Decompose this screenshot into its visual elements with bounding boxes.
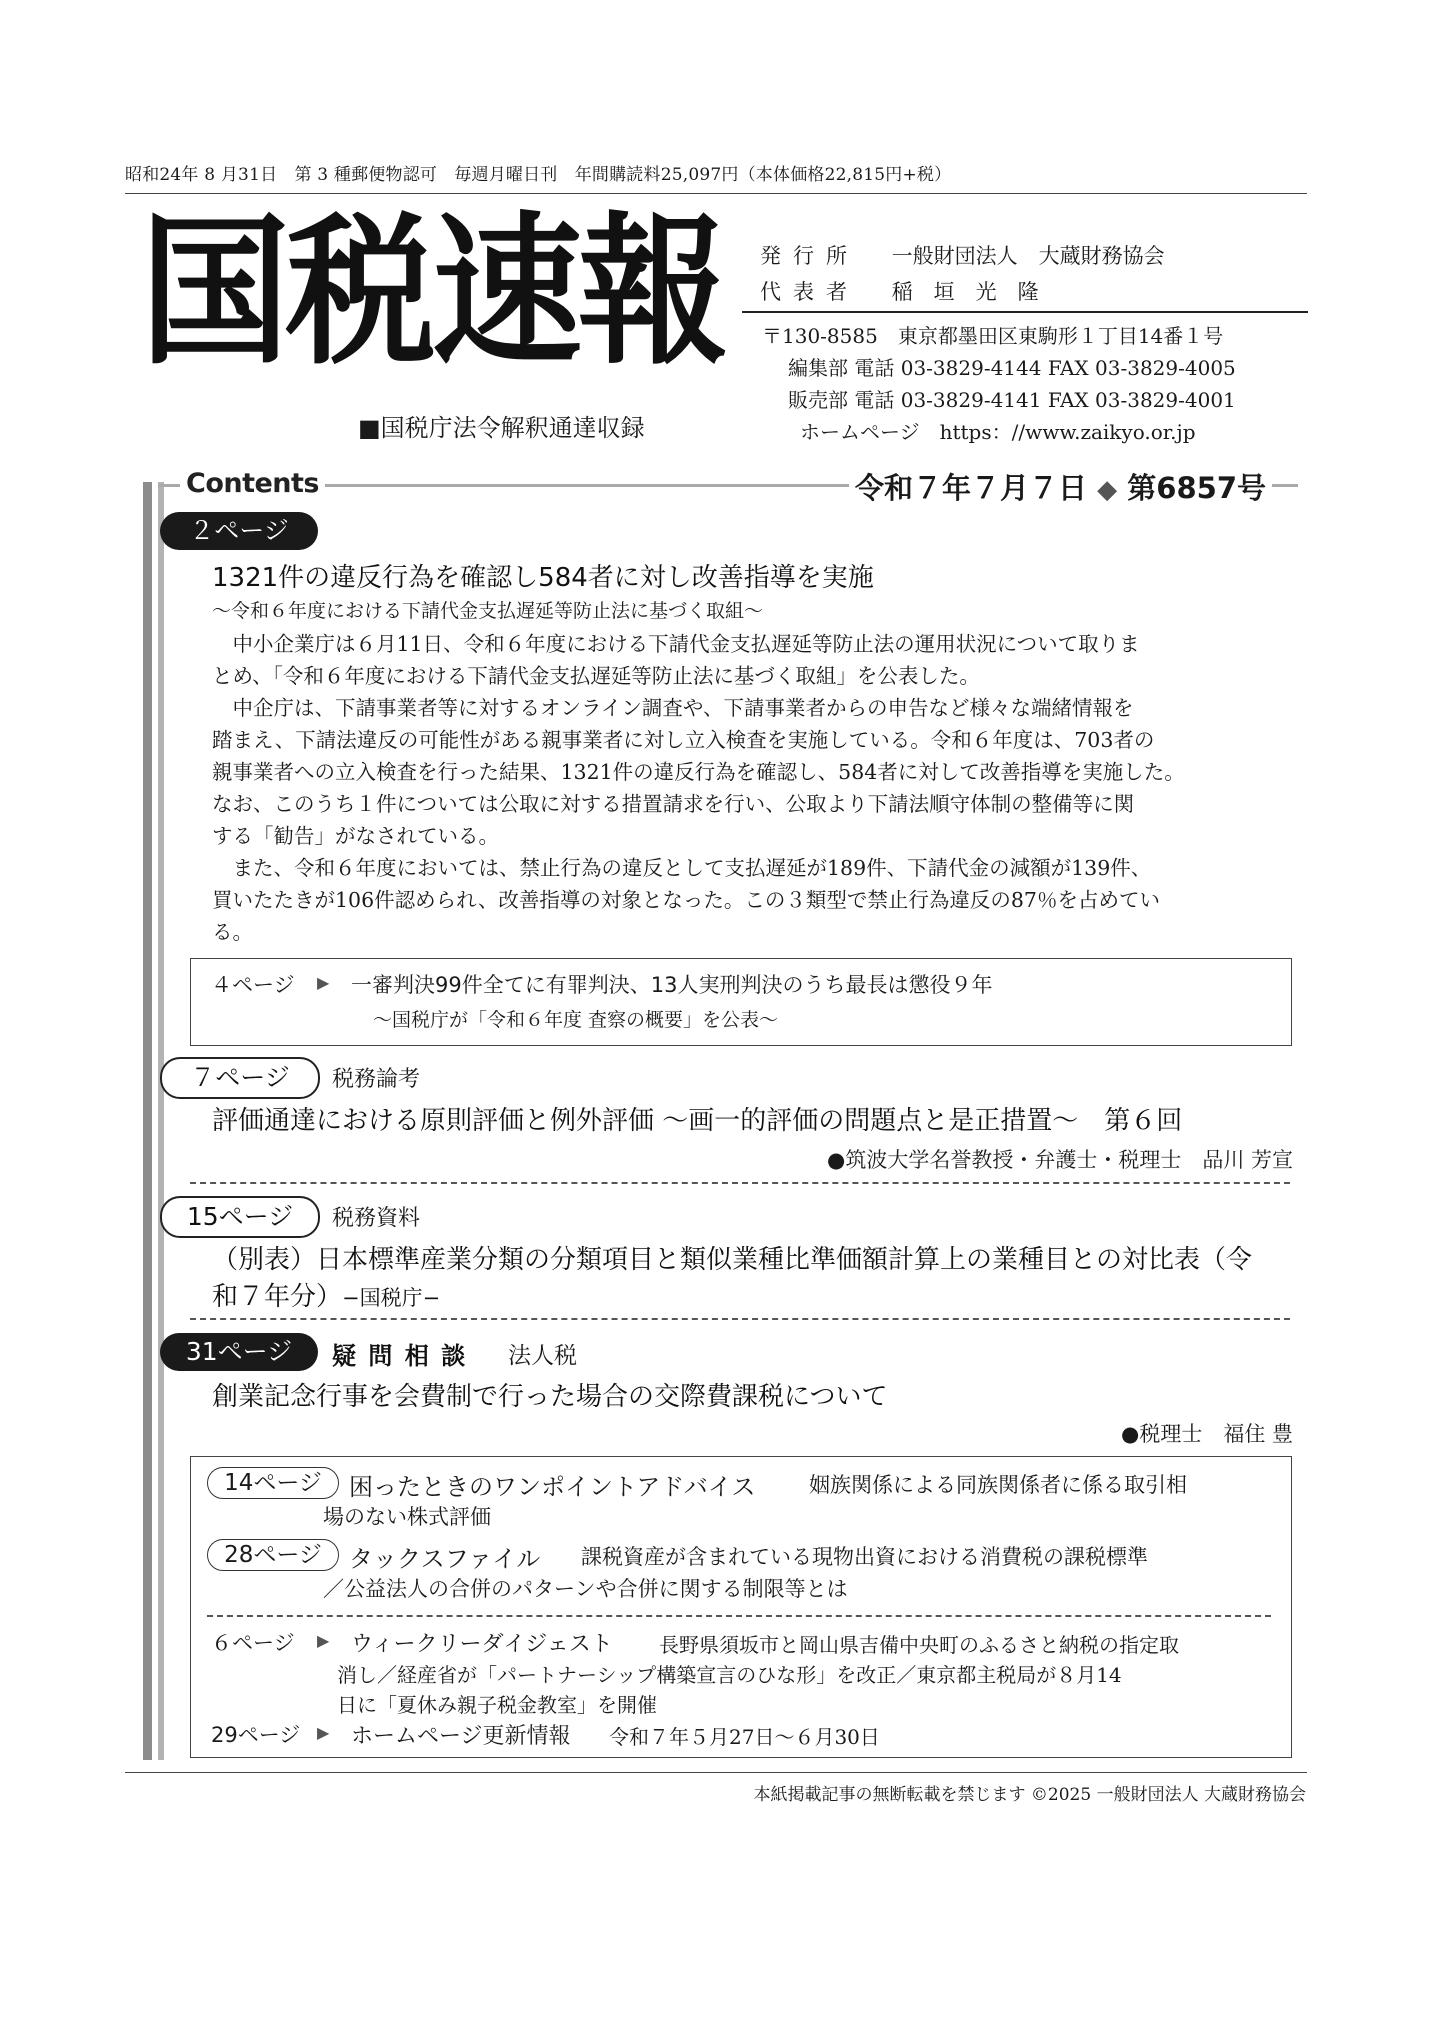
sales-contact: 販売部 電話 03-3829-4141 FAX 03-3829-4001 <box>788 388 1236 412</box>
box1-subtitle: 〜国税庁が「令和６年度 査察の概要」を公表〜 <box>373 1009 779 1031</box>
publisher-row <box>760 240 1165 270</box>
homepage-link[interactable]: ホームページ https：//www.zaikyo.or.jp <box>800 420 1196 444</box>
item4-title[interactable]: ホームページ更新情報 <box>351 1724 571 1749</box>
item2-title[interactable]: タックスファイル <box>349 1545 541 1573</box>
article1-line: 買いたたきが106件認められ、改善指導の対象となった。この３類型で禁止行為違反の87％を占めてい <box>212 888 1160 912</box>
article2-page-pill[interactable]: ７ページ <box>160 1057 320 1099</box>
top-notice: 昭和24年 8 月31日 第 3 種郵便物認可 毎週月曜日刊 年間購読料25,097円（本体価格22,815円+税） <box>125 165 952 185</box>
article3-title-line2-text[interactable]: 和７年分） <box>212 1282 343 1312</box>
item2-text-line2: ／公益法人の合併のパターンや合併に関する制限等とは <box>323 1577 848 1601</box>
triangle-right-icon: ▶ <box>317 973 330 992</box>
top-rule <box>125 193 1307 194</box>
article1-line: とめ、「令和６年度における下請代金支払遅延等防止法に基づく取組」を公表した。 <box>212 664 980 688</box>
publisher-rule <box>742 311 1308 313</box>
issue-date: 令和７年７月７日 <box>855 471 1088 505</box>
item3-text-line3: 日に「夏休み親子税金教室」を開催 <box>337 1693 657 1717</box>
article3-title-line2 <box>212 1276 440 1313</box>
item4-page[interactable]: 29ページ <box>211 1723 301 1747</box>
related-article-box <box>190 958 1292 1046</box>
article1-line: 中小企業庁は６月11日、令和６年度における下請代金支払遅延等防止法の運用状況について取りま <box>212 632 1140 656</box>
dashed-separator <box>190 1318 1290 1320</box>
article3-title-line1[interactable]: （別表）日本標準産業分類の分類項目と類似業種比準価額計算上の業種目との対比表（令 <box>212 1245 1253 1275</box>
dashed-separator <box>190 1182 1290 1184</box>
item1-title[interactable]: 困ったときのワンポイントアドバイス <box>349 1473 756 1501</box>
article1-title[interactable]: 1321件の違反行為を確認し584者に対し改善指導を実施 <box>212 563 874 593</box>
article1-line: 中企庁は、下請事業者等に対するオンライン調査や、下請事業者からの申告など様々な端緒情報を <box>212 696 1134 720</box>
article4-subcategory: 法人税 <box>508 1343 577 1369</box>
article1-line: なお、このうち１件については公取に対する措置請求を行い、公取より下請法順守体制の整備等に関 <box>212 792 1135 816</box>
item1-text-line2: 場のない株式評価 <box>323 1505 491 1529</box>
contents-label: Contents <box>180 468 325 499</box>
item1-text-line1: 姻族関係による同族関係者に係る取引相 <box>809 1473 1187 1497</box>
issue-number: 第6857号 <box>1127 471 1266 505</box>
article1-line: る。 <box>212 920 253 944</box>
article2-category: 税務論考 <box>332 1067 421 1092</box>
left-bar-inner <box>158 482 164 1760</box>
article4-title[interactable]: 創業記念行事を会費制で行った場合の交際費課税について <box>212 1382 888 1412</box>
features-box <box>190 1456 1292 1758</box>
triangle-right-icon: ▶ <box>317 1723 330 1742</box>
article2-title[interactable]: 評価通達における原則評価と例外評価 〜画一的評価の問題点と是正措置〜 第６回 <box>212 1106 1183 1136</box>
article1-page-pill[interactable]: ２ページ <box>160 512 318 550</box>
article4-author: ●税理士 福住 豊 <box>1121 1422 1293 1446</box>
article3-source: −国税庁− <box>342 1286 441 1310</box>
triangle-right-icon: ▶ <box>317 1631 330 1650</box>
publisher-value: 一般財団法人 大蔵財務協会 <box>891 244 1165 268</box>
representative-value: 稲 垣 光 隆 <box>891 280 1039 304</box>
item4-text: 令和７年５月27日〜６月30日 <box>609 1725 880 1749</box>
article2-author: ●筑波大学名誉教授・弁護士・税理士 品川 芳宣 <box>827 1148 1293 1172</box>
address: 〒130-8585 東京都墨田区東駒形１丁目14番１号 <box>762 324 1224 348</box>
article1-line: また、令和６年度においては、禁止行為の違反として支払遅延が189件、下請代金の減額が139件、 <box>212 856 1152 880</box>
item3-text-line1: 長野県須坂市と岡山県吉備中央町のふるさと納税の指定取 <box>659 1633 1179 1657</box>
article1-body <box>212 628 1185 948</box>
item2-text-line1: 課税資産が含まれている現物出資における消費税の課税標準 <box>581 1545 1148 1569</box>
item1-page-pill[interactable]: 14ページ <box>207 1467 339 1499</box>
box1-page[interactable]: ４ページ <box>211 973 295 997</box>
editorial-contact: 編集部 電話 03-3829-4144 FAX 03-3829-4005 <box>788 356 1236 380</box>
article4-page-pill[interactable]: 31ページ <box>160 1333 318 1371</box>
article1-line: 踏まえ、下請法違反の可能性がある親事業者に対し立入検査を実施している。令和６年度は、703者の <box>212 728 1155 752</box>
article3-category: 税務資料 <box>332 1206 421 1231</box>
article4-category: 疑 問 相 談 <box>332 1342 468 1370</box>
article1-line: する「勧告」がなされている。 <box>212 824 499 848</box>
item2-page-pill[interactable]: 28ページ <box>207 1539 339 1571</box>
left-bar-outer <box>143 482 152 1760</box>
article1-line: 親事業者への立入検査を行った結果、1321件の違反行為を確認し、584者に対して改善指導を実施した。 <box>212 760 1185 784</box>
footer-rule <box>125 1772 1307 1773</box>
masthead-title: 国税速報 <box>140 199 725 387</box>
item3-title[interactable]: ウィークリーダイジェスト <box>351 1632 613 1657</box>
box1-title[interactable]: 一審判決99件全てに有罪判決、13人実刑判決のうち最長は懲役９年 <box>351 973 993 997</box>
item3-text-line2: 消し／経産省が「パートナーシップ構築宣言のひな形」を改正／東京都主税局が８月14 <box>337 1663 1122 1687</box>
article3-page-pill[interactable]: 15ページ <box>160 1196 320 1238</box>
footer-copyright: 本紙掲載記事の無断転載を禁じます ©2025 一般財団法人 大蔵財務協会 <box>753 1785 1306 1805</box>
representative-row <box>760 276 1039 306</box>
representative-label: 代表者 <box>760 280 859 304</box>
publisher-label: 発行所 <box>760 244 859 268</box>
article1-subtitle: 〜令和６年度における下請代金支払遅延等防止法に基づく取組〜 <box>212 600 764 622</box>
diamond-icon: ◆ <box>1097 475 1118 505</box>
masthead-subtitle: ■国税庁法令解釈通達収録 <box>358 414 645 442</box>
issue-date-block <box>849 466 1272 507</box>
item3-page[interactable]: ６ページ <box>211 1631 295 1655</box>
contents-bar <box>158 466 1298 506</box>
dashed-separator <box>207 1615 1271 1617</box>
